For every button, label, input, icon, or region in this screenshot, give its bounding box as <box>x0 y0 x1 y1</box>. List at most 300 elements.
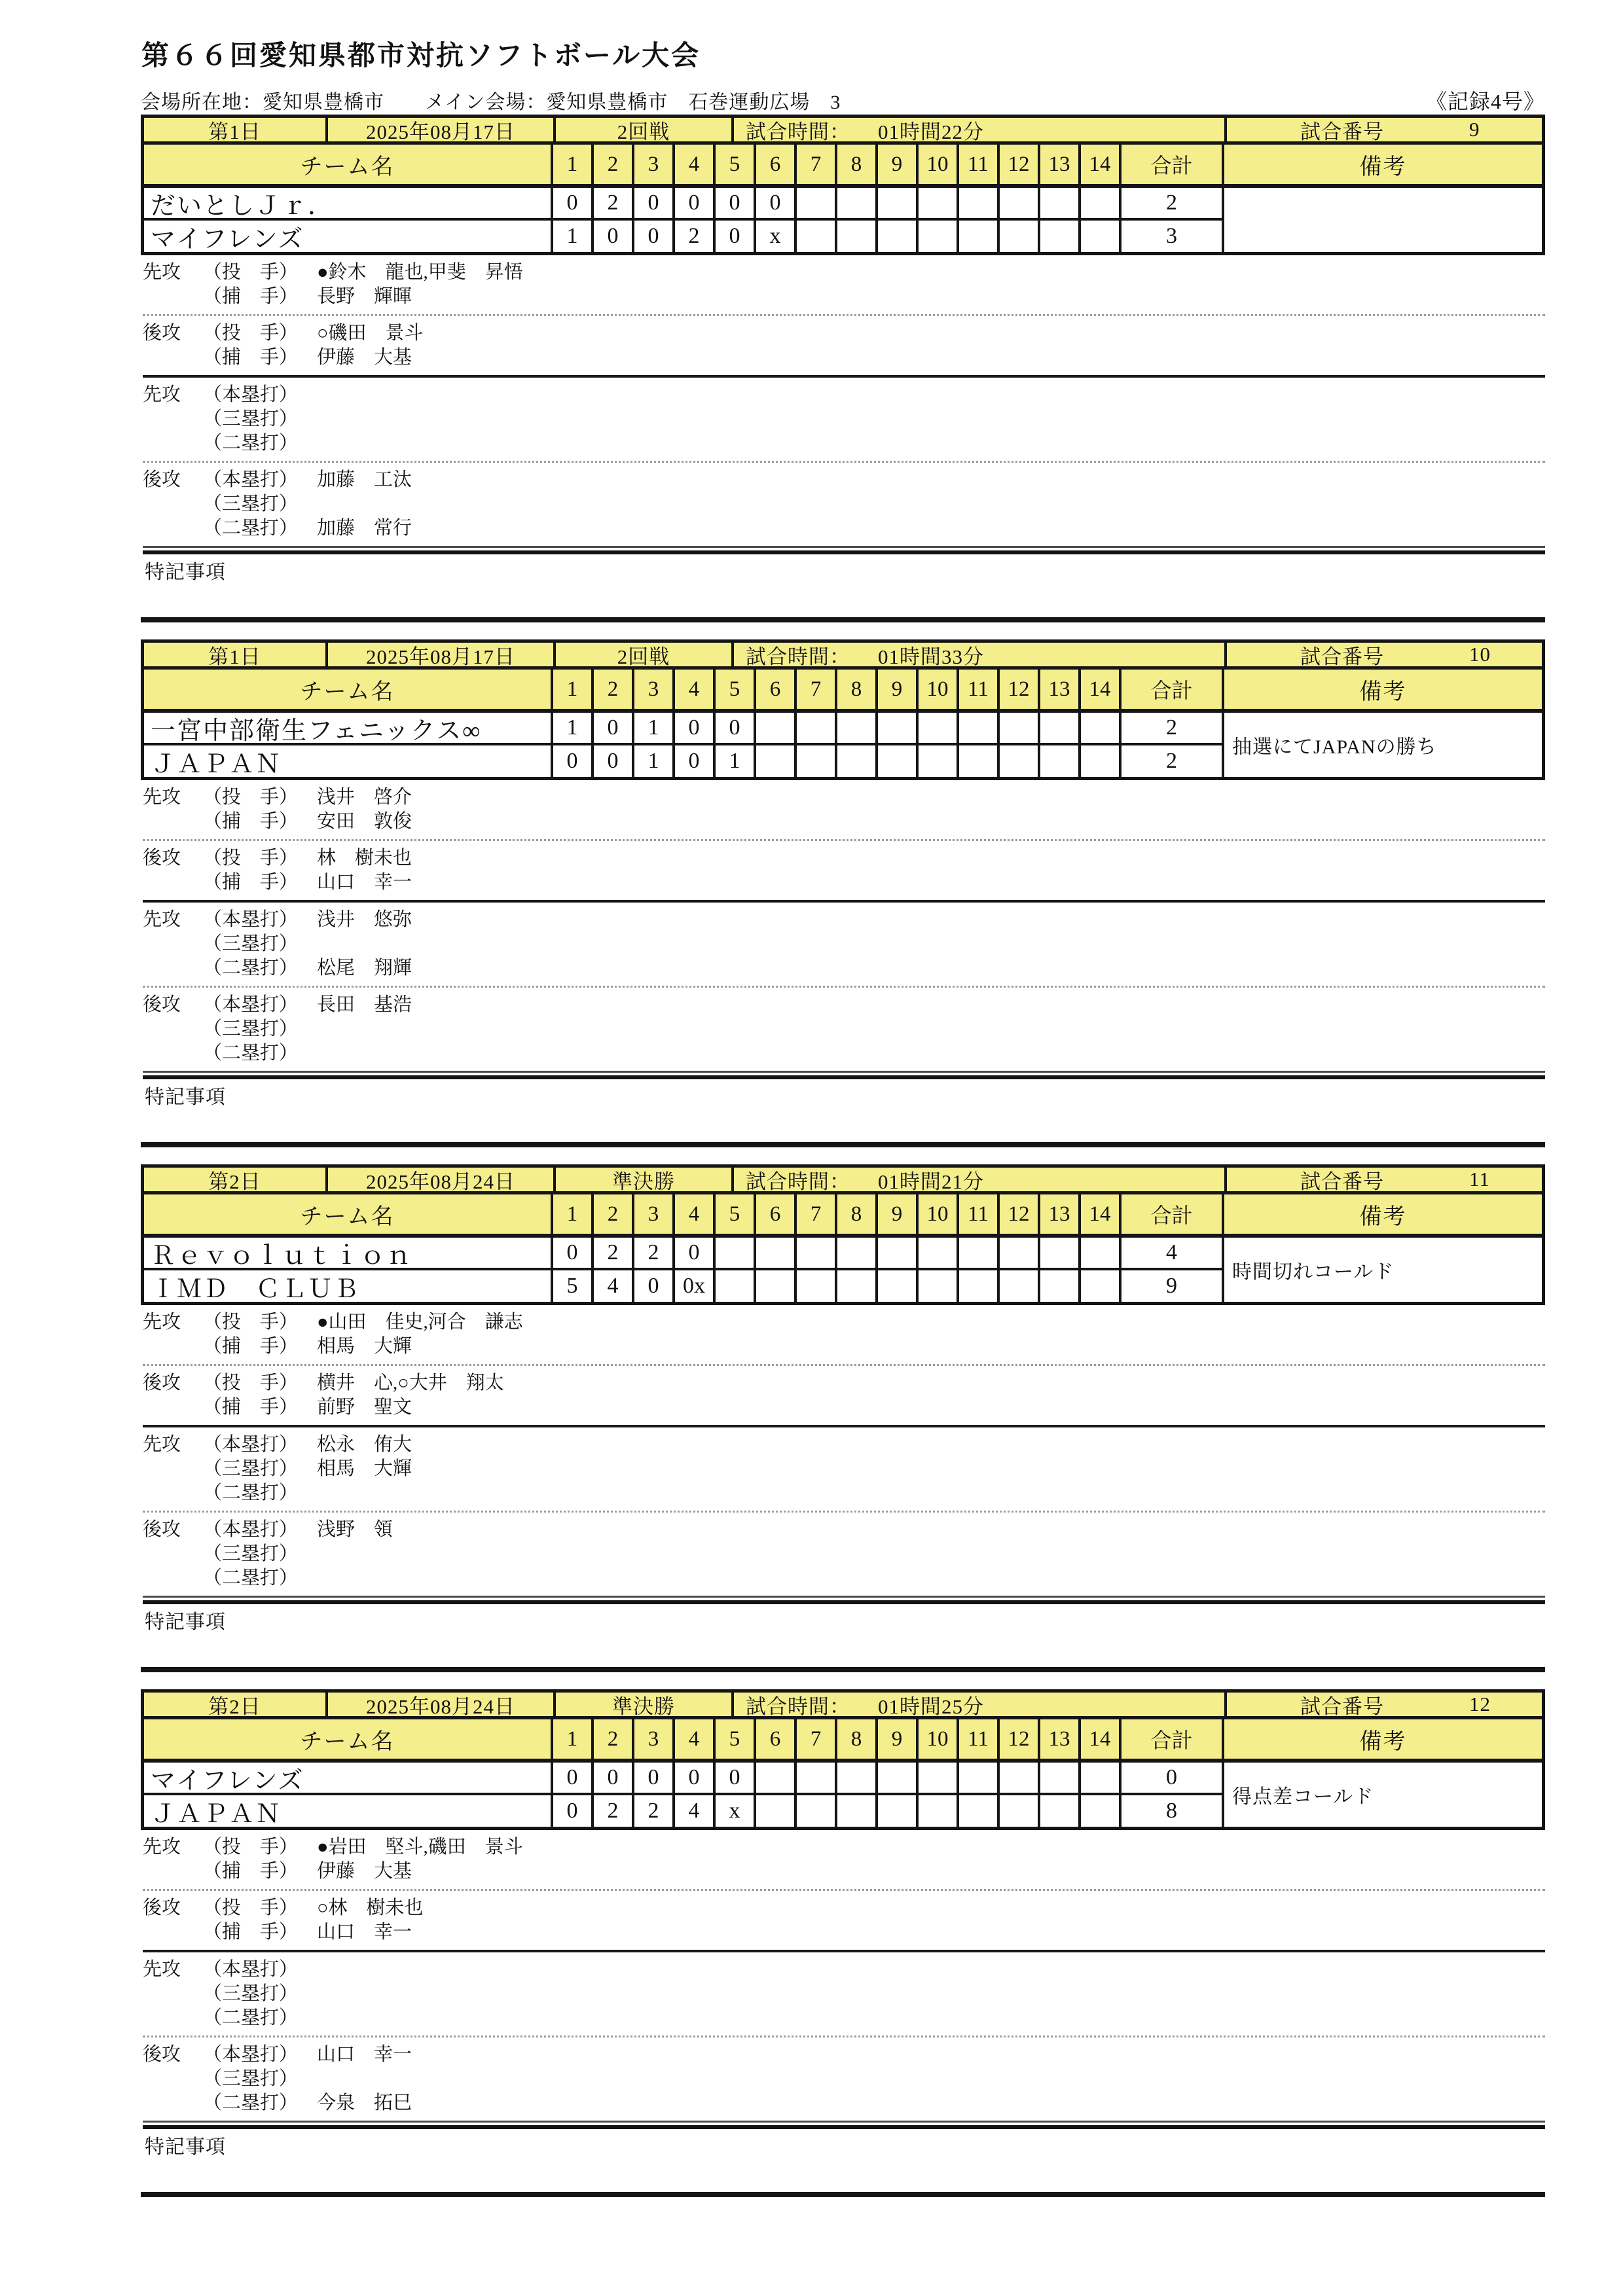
inning-score: 0 <box>551 1793 591 1827</box>
first-extra-base-hits <box>143 1952 1545 2036</box>
inning-score: 1 <box>632 709 672 743</box>
second-pitcher-names: 林 樹未也 <box>317 848 412 869</box>
inning-score: 0 <box>713 709 754 743</box>
inning-header: 8 <box>835 145 875 184</box>
special-notes-label: 特記事項 <box>145 562 226 583</box>
inning-header: 2 <box>591 1719 632 1759</box>
total-score: 2 <box>1119 184 1222 218</box>
second-attack-label: 後攻 <box>143 1897 181 1918</box>
inning-header: 9 <box>875 145 916 184</box>
homerun-label: （本塁打） <box>203 994 299 1015</box>
second-catcher-name: 山口 幸一 <box>317 1922 412 1943</box>
inning-score <box>916 709 957 743</box>
inning-header: 11 <box>957 145 997 184</box>
inning-score <box>957 1268 997 1302</box>
inning-score <box>754 1759 794 1793</box>
game-details <box>141 1830 1545 2192</box>
inning-header: 13 <box>1038 670 1078 709</box>
second-battery <box>143 1891 1545 1950</box>
total-header: 合計 <box>1119 670 1222 709</box>
pitcher-label: （投 手） <box>203 1372 299 1393</box>
inning-score: 0 <box>713 184 754 218</box>
game-header-row <box>141 1164 1545 1194</box>
second-extra-base-hits <box>143 2037 1545 2121</box>
heavy-divider <box>143 1071 1545 1079</box>
inning-score: 0 <box>591 743 632 777</box>
catcher-label: （捕 手） <box>203 872 299 893</box>
homerun-label: （本塁打） <box>203 909 299 930</box>
inning-score <box>835 1268 875 1302</box>
inning-score <box>957 218 997 252</box>
inning-header: 12 <box>997 145 1038 184</box>
second-attack-label: 後攻 <box>143 994 181 1015</box>
inning-header: 3 <box>632 1194 672 1234</box>
inning-header: 7 <box>794 670 835 709</box>
second-homerun-names: 加藤 工汰 <box>317 469 412 490</box>
score-table <box>141 1719 1545 1830</box>
inning-score <box>957 1234 997 1268</box>
pitcher-label: （投 手） <box>203 1837 299 1857</box>
inning-header: 6 <box>754 1719 794 1759</box>
catcher-label: （捕 手） <box>203 811 299 832</box>
inning-score: 4 <box>672 1793 713 1827</box>
match-date: 2025年08月17日 <box>325 118 553 141</box>
inning-score <box>794 743 835 777</box>
homerun-label: （本塁打） <box>203 1959 299 1980</box>
catcher-label: （捕 手） <box>203 286 299 307</box>
triple-label: （三塁打） <box>203 1018 299 1039</box>
inning-score: 0 <box>632 1268 672 1302</box>
team-name: マイフレンズ <box>144 1759 551 1793</box>
catcher-label: （捕 手） <box>203 1336 299 1357</box>
inning-score <box>957 1759 997 1793</box>
game-time-cell <box>731 1168 1224 1191</box>
team-name: ＪＡＰＡＮ <box>144 743 551 777</box>
second-battery <box>143 316 1545 375</box>
inning-score <box>794 1759 835 1793</box>
inning-score <box>1038 184 1078 218</box>
inning-header: 4 <box>672 145 713 184</box>
remarks-header: 備考 <box>1222 670 1542 709</box>
inning-header: 14 <box>1078 145 1119 184</box>
game-time-value: 01時間21分 <box>878 1170 984 1193</box>
second-catcher-name: 山口 幸一 <box>317 872 412 893</box>
venue-location: 会場所在地：愛知県豊橋市 <box>141 92 384 113</box>
match-round: 2回戦 <box>553 118 731 141</box>
double-label: （二塁打） <box>203 1568 299 1588</box>
inning-score <box>1078 218 1119 252</box>
team-name: ＩＭＤ ＣＬＵＢ <box>144 1268 551 1302</box>
game-number-cell <box>1224 118 1542 141</box>
pitcher-label: （投 手） <box>203 787 299 808</box>
inning-score <box>794 218 835 252</box>
inning-score <box>1038 1268 1078 1302</box>
remark-cell <box>1222 184 1542 252</box>
total-score: 8 <box>1119 1793 1222 1827</box>
inning-score <box>997 709 1038 743</box>
inning-score <box>997 1268 1038 1302</box>
inning-score <box>957 709 997 743</box>
total-score: 4 <box>1119 1234 1222 1268</box>
first-battery <box>143 255 1545 314</box>
game-header-row <box>141 1689 1545 1719</box>
game-number-cell <box>1224 643 1542 666</box>
inning-header: 3 <box>632 145 672 184</box>
inning-header: 9 <box>875 1194 916 1234</box>
inning-score: 0 <box>632 1759 672 1793</box>
inning-score <box>916 184 957 218</box>
catcher-label: （捕 手） <box>203 1922 299 1943</box>
triple-label: （三塁打） <box>203 933 299 954</box>
inning-score <box>835 743 875 777</box>
remarks-header: 備考 <box>1222 1194 1542 1234</box>
triple-label: （三塁打） <box>203 1543 299 1564</box>
triple-label: （三塁打） <box>203 1458 299 1479</box>
second-catcher-name: 伊藤 大基 <box>317 347 412 368</box>
inning-score: 1 <box>632 743 672 777</box>
game-time-label: 試合時間： <box>746 1695 850 1718</box>
first-attack-label: 先攻 <box>143 1959 181 1980</box>
game-number-label: 試合番号 <box>1300 1170 1384 1193</box>
total-score: 2 <box>1119 743 1222 777</box>
game-number-value: 12 <box>1469 1693 1491 1715</box>
inning-header: 7 <box>794 1719 835 1759</box>
inning-score <box>997 218 1038 252</box>
inning-score <box>1078 1759 1119 1793</box>
second-homerun-names: 長田 基浩 <box>317 994 412 1015</box>
inning-score <box>916 1793 957 1827</box>
match-day: 第2日 <box>144 1693 325 1716</box>
inning-header: 7 <box>794 1194 835 1234</box>
second-catcher-name: 前野 聖文 <box>317 1397 412 1418</box>
match-day: 第1日 <box>144 118 325 141</box>
pitcher-label: （投 手） <box>203 1897 299 1918</box>
double-label: （二塁打） <box>203 518 299 539</box>
pitcher-label: （投 手） <box>203 1312 299 1333</box>
special-notes-label: 特記事項 <box>145 1086 226 1108</box>
double-label: （二塁打） <box>203 2007 299 2028</box>
inning-header: 10 <box>916 145 957 184</box>
inning-score <box>997 1793 1038 1827</box>
first-pitcher-names: ●岩田 堅斗,磯田 景斗 <box>317 1837 523 1857</box>
homerun-label: （本塁打） <box>203 384 299 405</box>
heavy-divider <box>143 1596 1545 1604</box>
game-header-row <box>141 639 1545 670</box>
first-catcher-name: 安田 敦俊 <box>317 811 412 832</box>
inning-score <box>1038 218 1078 252</box>
inning-score: 0 <box>591 1759 632 1793</box>
second-attack-label: 後攻 <box>143 1372 181 1393</box>
inning-score <box>997 184 1038 218</box>
first-catcher-name: 相馬 大輝 <box>317 1336 412 1357</box>
inning-score: 2 <box>591 184 632 218</box>
inning-score <box>916 1234 957 1268</box>
inning-score <box>875 1759 916 1793</box>
inning-score: 0 <box>551 184 591 218</box>
inning-header: 5 <box>713 1719 754 1759</box>
score-table <box>141 145 1545 255</box>
inning-score <box>1038 1793 1078 1827</box>
second-attack-label: 後攻 <box>143 1519 181 1540</box>
total-header: 合計 <box>1119 145 1222 184</box>
triple-label: （三塁打） <box>203 408 299 429</box>
double-label: （二塁打） <box>203 433 299 454</box>
second-extra-base-hits <box>143 463 1545 546</box>
inning-score <box>754 743 794 777</box>
game-time-cell <box>731 1693 1224 1716</box>
inning-score <box>916 218 957 252</box>
inning-score: 0 <box>672 1759 713 1793</box>
team-name-header: チーム名 <box>144 1194 551 1234</box>
game-number-value: 10 <box>1469 643 1491 666</box>
homerun-label: （本塁打） <box>203 2044 299 2065</box>
match-round: 準決勝 <box>553 1168 731 1191</box>
triple-label: （三塁打） <box>203 2068 299 2089</box>
inning-score <box>916 1268 957 1302</box>
first-pitcher-names: ●鈴木 龍也,甲斐 昇悟 <box>317 262 523 283</box>
inning-score <box>754 1793 794 1827</box>
game-details <box>141 255 1545 617</box>
inning-score: 0 <box>713 218 754 252</box>
total-score: 0 <box>1119 1759 1222 1793</box>
total-score: 9 <box>1119 1268 1222 1302</box>
inning-score <box>997 743 1038 777</box>
remark-cell: 得点差コールド <box>1222 1759 1542 1827</box>
inning-score <box>835 1793 875 1827</box>
game-record <box>141 115 1545 622</box>
game-time-value: 01時間25分 <box>878 1695 984 1718</box>
homerun-label: （本塁打） <box>203 469 299 490</box>
inning-header: 9 <box>875 670 916 709</box>
inning-score: 0 <box>672 1234 713 1268</box>
inning-score <box>1038 1234 1078 1268</box>
inning-score: 0 <box>591 709 632 743</box>
inning-score <box>875 218 916 252</box>
score-table <box>141 670 1545 780</box>
inning-score <box>754 1234 794 1268</box>
inning-score: 0 <box>672 184 713 218</box>
double-label: （二塁打） <box>203 1043 299 1064</box>
inning-header: 13 <box>1038 1194 1078 1234</box>
inning-header: 6 <box>754 1194 794 1234</box>
pitcher-label: （投 手） <box>203 262 299 283</box>
first-attack-label: 先攻 <box>143 909 181 930</box>
inning-header: 7 <box>794 145 835 184</box>
homerun-label: （本塁打） <box>203 1519 299 1540</box>
inning-header: 13 <box>1038 1719 1078 1759</box>
inning-score: 1 <box>713 743 754 777</box>
inning-score <box>1038 1759 1078 1793</box>
inning-header: 1 <box>551 1719 591 1759</box>
inning-score <box>754 1268 794 1302</box>
first-battery <box>143 1830 1545 1889</box>
inning-score <box>794 1793 835 1827</box>
inning-score <box>1078 1234 1119 1268</box>
inning-score <box>1078 1268 1119 1302</box>
inning-score <box>1078 743 1119 777</box>
inning-score: 1 <box>551 709 591 743</box>
game-details <box>141 780 1545 1142</box>
second-attack-label: 後攻 <box>143 848 181 869</box>
inning-header: 9 <box>875 1719 916 1759</box>
first-attack-label: 先攻 <box>143 1837 181 1857</box>
inning-score <box>957 184 997 218</box>
inning-score: 2 <box>672 218 713 252</box>
inning-header: 4 <box>672 1194 713 1234</box>
inning-header: 2 <box>591 145 632 184</box>
inning-score <box>997 1759 1038 1793</box>
game-records <box>141 115 1545 2214</box>
remarks-header: 備考 <box>1222 1719 1542 1759</box>
total-score: 2 <box>1119 709 1222 743</box>
game-number-label: 試合番号 <box>1300 645 1384 668</box>
inning-score <box>835 218 875 252</box>
game-record <box>141 639 1545 1147</box>
pitcher-label: （投 手） <box>203 848 299 869</box>
inning-header: 2 <box>591 1194 632 1234</box>
game-time-label: 試合時間： <box>746 1170 850 1193</box>
page-title: 第６６回愛知県都市対抗ソフトボール大会 <box>141 41 701 71</box>
total-header: 合計 <box>1119 1719 1222 1759</box>
first-pitcher-names: 浅井 啓介 <box>317 787 412 808</box>
inning-score: 0 <box>591 218 632 252</box>
inning-score <box>794 1234 835 1268</box>
inning-score <box>997 1234 1038 1268</box>
first-catcher-name: 伊藤 大基 <box>317 1861 412 1882</box>
game-number-cell <box>1224 1168 1542 1191</box>
inning-header: 14 <box>1078 1194 1119 1234</box>
inning-score <box>1078 184 1119 218</box>
double-label: （二塁打） <box>203 958 299 978</box>
double-label: （二塁打） <box>203 1482 299 1503</box>
inning-score <box>754 709 794 743</box>
first-battery <box>143 780 1545 839</box>
inning-score <box>875 1793 916 1827</box>
first-extra-base-hits <box>143 1427 1545 1511</box>
inning-score <box>794 709 835 743</box>
second-battery <box>143 1366 1545 1425</box>
inning-score <box>713 1268 754 1302</box>
inning-header: 3 <box>632 670 672 709</box>
inning-score <box>835 1759 875 1793</box>
match-round: 準決勝 <box>553 1693 731 1716</box>
first-attack-label: 先攻 <box>143 262 181 283</box>
team-name: ＪＡＰＡＮ <box>144 1793 551 1827</box>
match-round: 2回戦 <box>553 643 731 666</box>
game-time-label: 試合時間： <box>746 120 850 143</box>
second-pitcher-names: ○磯田 景斗 <box>317 323 424 344</box>
inning-score <box>835 1234 875 1268</box>
inning-header: 10 <box>916 1194 957 1234</box>
inning-header: 12 <box>997 670 1038 709</box>
inning-header: 8 <box>835 1194 875 1234</box>
game-number-cell <box>1224 1693 1542 1716</box>
inning-score <box>835 709 875 743</box>
game-number-label: 試合番号 <box>1300 120 1384 143</box>
inning-score <box>875 709 916 743</box>
game-record <box>141 1689 1545 2197</box>
inning-score: 2 <box>632 1793 672 1827</box>
game-time-value: 01時間33分 <box>878 645 984 668</box>
inning-header: 10 <box>916 670 957 709</box>
game-time-cell <box>731 118 1224 141</box>
inning-header: 8 <box>835 670 875 709</box>
inning-header: 13 <box>1038 145 1078 184</box>
inning-score <box>794 1268 835 1302</box>
first-triple-names: 相馬 大輝 <box>317 1458 412 1479</box>
inning-score: 0 <box>672 743 713 777</box>
heavy-divider <box>143 2121 1545 2129</box>
inning-score <box>835 184 875 218</box>
special-notes-label: 特記事項 <box>145 2136 226 2158</box>
first-homerun-names: 松永 侑大 <box>317 1434 412 1455</box>
catcher-label: （捕 手） <box>203 1861 299 1882</box>
second-attack-label: 後攻 <box>143 323 181 344</box>
match-date: 2025年08月24日 <box>325 1168 553 1191</box>
inning-score <box>875 1268 916 1302</box>
triple-label: （三塁打） <box>203 493 299 514</box>
inning-score <box>875 184 916 218</box>
inning-header: 12 <box>997 1194 1038 1234</box>
inning-score <box>794 184 835 218</box>
inning-score: 0 <box>632 184 672 218</box>
inning-score: 5 <box>551 1268 591 1302</box>
game-number-value: 11 <box>1469 1168 1490 1191</box>
pitcher-label: （投 手） <box>203 323 299 344</box>
second-double-names: 今泉 拓巳 <box>317 2092 412 2113</box>
inning-header: 6 <box>754 670 794 709</box>
first-attack-label: 先攻 <box>143 787 181 808</box>
first-attack-label: 先攻 <box>143 384 181 405</box>
inning-score <box>875 743 916 777</box>
team-name: 一宮中部衛生フェニックス∞ <box>144 709 551 743</box>
match-date: 2025年08月17日 <box>325 643 553 666</box>
catcher-label: （捕 手） <box>203 347 299 368</box>
inning-score: 0 <box>551 1759 591 1793</box>
match-day: 第2日 <box>144 1168 325 1191</box>
first-homerun-names: 浅井 悠弥 <box>317 909 412 930</box>
second-homerun-names: 山口 幸一 <box>317 2044 412 2065</box>
inning-score: 2 <box>591 1234 632 1268</box>
inning-header: 10 <box>916 1719 957 1759</box>
inning-score <box>1038 709 1078 743</box>
inning-score <box>1078 1793 1119 1827</box>
game-number-value: 9 <box>1469 118 1480 141</box>
inning-score <box>916 743 957 777</box>
second-attack-label: 後攻 <box>143 2044 181 2065</box>
team-name: Ｒｅｖｏｌｕｔｉｏｎ <box>144 1234 551 1268</box>
team-name-header: チーム名 <box>144 145 551 184</box>
inning-score <box>1038 743 1078 777</box>
inning-header: 12 <box>997 1719 1038 1759</box>
inning-score <box>916 1759 957 1793</box>
first-double-names: 松尾 翔輝 <box>317 958 412 978</box>
inning-header: 4 <box>672 1719 713 1759</box>
inning-score: 1 <box>551 218 591 252</box>
first-extra-base-hits <box>143 378 1545 461</box>
inning-header: 11 <box>957 670 997 709</box>
inning-header: 1 <box>551 145 591 184</box>
inning-score <box>1078 709 1119 743</box>
catcher-label: （捕 手） <box>203 1397 299 1418</box>
second-extra-base-hits <box>143 1513 1545 1596</box>
main-venue: メイン会場：愛知県豊橋市 石巻運動広場 3 <box>425 92 841 113</box>
homerun-label: （本塁打） <box>203 1434 299 1455</box>
inning-score: 2 <box>591 1793 632 1827</box>
team-name: マイフレンズ <box>144 218 551 252</box>
inning-header: 5 <box>713 1194 754 1234</box>
inning-score <box>957 1793 997 1827</box>
